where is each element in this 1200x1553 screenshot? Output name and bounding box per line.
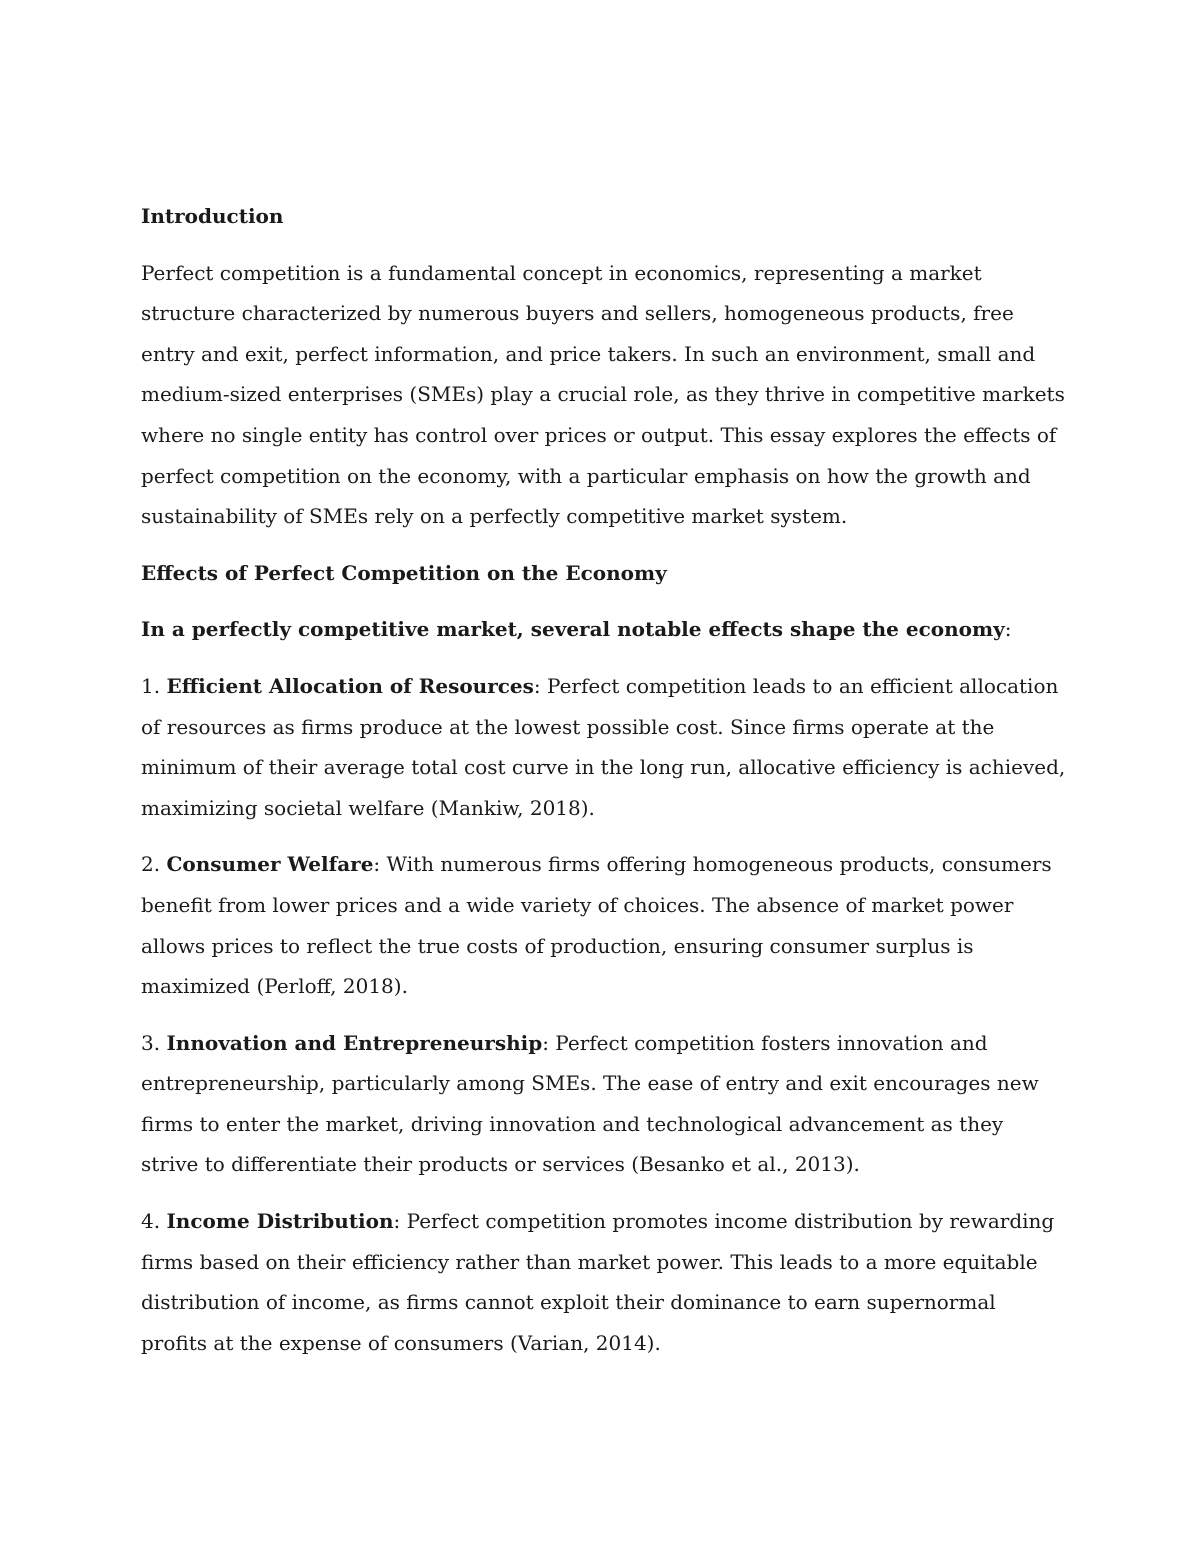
list-item xyxy=(141,1201,1066,1363)
effects-lead-paragraph xyxy=(141,609,1066,650)
list-item-text: : Perfect competition promotes income distribution by rewarding firms based on their efficiency rather than market power. This leads to a more equitable distribution of income, as firms cannot exploit their dominance to earn supernormal profits at the expense of consumers (Varian, 2014). xyxy=(141,1209,1055,1355)
list-item xyxy=(141,1023,1066,1185)
list-item-title: Income Distribution xyxy=(166,1209,394,1234)
list-item-number: 1. xyxy=(141,673,161,698)
intro-heading: Introduction xyxy=(141,204,284,228)
list-item xyxy=(141,666,1066,828)
document-body xyxy=(141,196,1066,1379)
list-item-number: 4. xyxy=(141,1209,161,1234)
list-item-number: 3. xyxy=(141,1030,161,1055)
list-item-title: Consumer Welfare xyxy=(166,852,374,877)
list-item xyxy=(141,844,1066,1006)
list-item-number: 2. xyxy=(141,852,161,877)
effects-heading: Effects of Perfect Competition on the Economy xyxy=(141,560,667,585)
list-item-text: : Perfect competition leads to an efficient allocation of resources as firms produce at the lowest possible cost. Since firms operate at the minimum of their average total cost curve in the long run, allocative efficiency is achieved, maximizing societal welfare (Mankiw, 2018). xyxy=(141,673,1066,820)
effects-lead-colon: : xyxy=(1004,617,1012,642)
intro-paragraph: Perfect competition is a fundamental concept in economics, representing a market structure characterized by numerous buyers and sellers, homogeneous products, free entry and exit, perfect information, and price takers. In such an environment, small and medium-sized enterprises (SMEs) play a crucial role, as they thrive in competitive markets where no single entity has control over prices or output. This essay explores the effects of perfect competition on the economy, with a particular emphasis on how the growth and sustainability of SMEs rely on a perfectly competitive market system. xyxy=(141,260,1065,529)
list-item-text: : With numerous firms offering homogeneous products, consumers benefit from lower prices and a wide variety of choices. The absence of market power allows prices to reflect the true costs of production, ensuring consumer surplus is maximized (Perloff, 2018). xyxy=(141,852,1052,999)
list-item-text: : Perfect competition fosters innovation and entrepreneurship, particularly among SMEs. The ease of entry and exit encourages new firms to enter the market, driving innovation and technological advancement as they strive to differentiate their products or services (Besanko et al., 2013). xyxy=(141,1030,1039,1177)
list-item-title: Innovation and Entrepreneurship xyxy=(166,1030,543,1055)
list-item-title: Efficient Allocation of Resources xyxy=(166,673,534,698)
effects-lead: In a perfectly competitive market, several notable effects shape the economy xyxy=(141,617,1005,642)
